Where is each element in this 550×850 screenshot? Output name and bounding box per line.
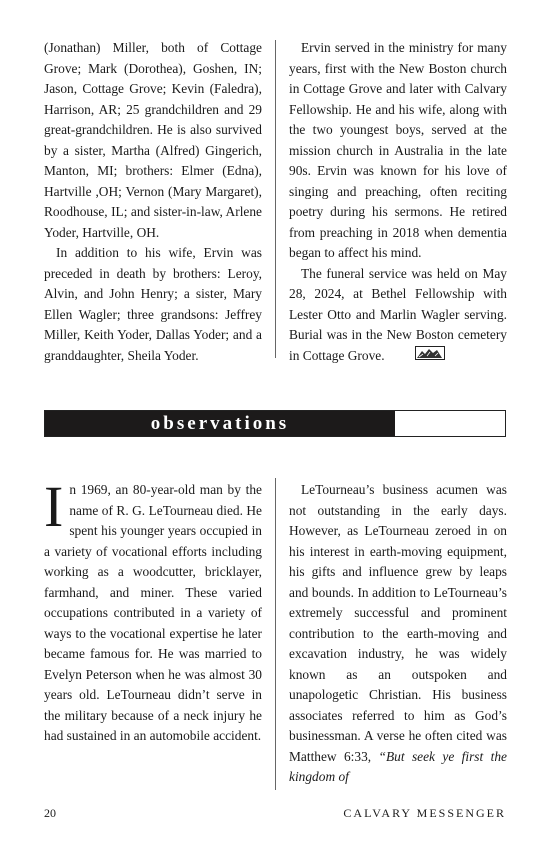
obituary-paragraph: The funeral service was held on May 28, 2024, at Bethel Fellowship with Lester Otto and Marlin Wagler serving. Burial was in the New Boston cemetery in Cottage Grove. <box>289 265 507 363</box>
end-ornament-icon <box>403 346 445 367</box>
column-divider <box>275 478 276 790</box>
drop-cap: I <box>44 474 64 539</box>
article-column-left <box>44 474 262 747</box>
article-column-right <box>289 480 507 788</box>
obituary-paragraph: In addition to his wife, Ervin was preceded in death by brothers: Leroy, Alvin, and John Henry; a sister, Mary Ellen Wagler; three grandsons: Jeffrey Miller, Keith Yoder, Dallas Yoder; and a granddaughter, Sheila Yoder. <box>44 245 262 363</box>
page-number: 20 <box>44 806 56 820</box>
article-paragraph: n 1969, an 80-year-old man by the name of R. G. LeTourneau died. He spent his younger years occupied in a variety of vocational efforts including working as a woodcutter, bricklayer, farmhand, and miner. These varied occupations contributed in a variety of ways to the vocational expertise he later became famous for. He was married to Evelyn Peterson when he was almost 30 years old. LeTourneau didn’t serve in the military because of a neck injury he had sustained in an automobile accident. <box>44 482 262 743</box>
scripture-quote: “But seek ye first the kingdom of <box>289 748 507 784</box>
column-divider <box>275 40 276 358</box>
obituary-column-left <box>44 38 262 366</box>
section-title: observations <box>150 412 290 434</box>
obituary-column-right <box>289 38 507 367</box>
section-banner <box>44 410 506 437</box>
publication-name: CALVARY MESSENGER <box>343 806 506 820</box>
article-paragraph: LeTourneau’s business acumen was not outstanding in the early days. However, as LeTourneau zeroed in on his interest in earth-moving equipment, his gifts and influence grew by leaps and bounds. In addition to LeTourneau’s extremely successful and prominent contribution to the earth-moving and excavation industry, he was widely known as an outspoken and unapologetic Christian. His business associates referred to him as God’s businessman. A verse he often cited was Matthew 6:33, <box>289 482 507 764</box>
obituary-paragraph: (Jonathan) Miller, both of Cottage Grove; Mark (Dorothea), Goshen, IN; Jason, Cottage Grove; Kevin (Faledra), Harrison, AR; 25 grandchildren and 29 great-grandchildren. He is also survived by a sister, Martha (Alfred) Gingerich, Manton, MI; brothers: Elmer (Edna), Hartville ,OH; Vernon (Mary Margaret), Roodhouse, IL; and sister-in-law, Arlene Yoder, Hartville, OH. <box>44 40 262 240</box>
obituary-paragraph: Ervin served in the ministry for many years, first with the New Boston church in Cottage Grove and later with Calvary Fellowship. He and his wife, along with the two youngest boys, served at the mission church in Australia in the late 90s. Ervin was known for his love of singing and preaching, often reciting poetry during his sermons. He retired from preaching in 2018 when dementia began to affect his mind. <box>289 40 507 260</box>
